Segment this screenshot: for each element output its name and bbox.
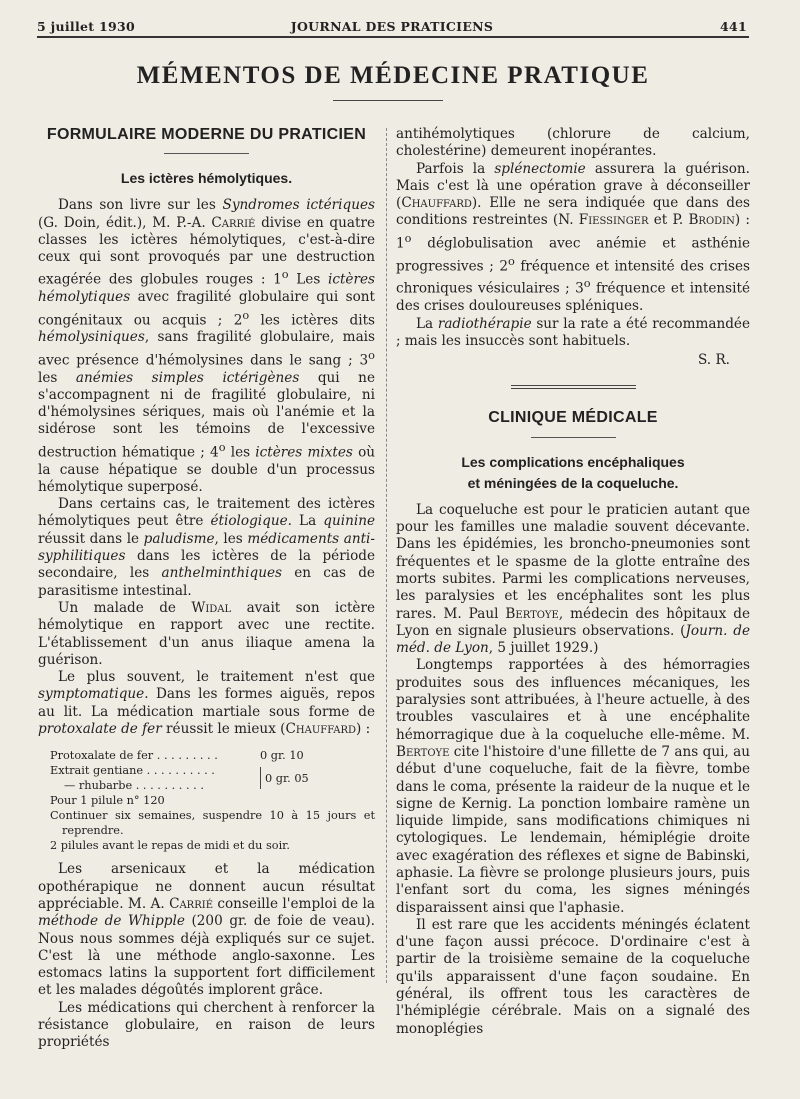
author-signature: S. R. [697,352,730,369]
paragraph: antihémolytiques (chlorure de calcium, cholestérine) demeurent inopérantes. [396,126,750,160]
paragraph: La radiothérapie sur la rate a été recommandée ; mais les insuccès sont habituels. [396,315,750,349]
paragraph: Les médications qui cherchent à renforcer la résistance globulaire, en raison de leurs propriétés [38,999,375,1051]
header-rule [37,36,749,38]
paragraph: Il est rare que les accidents méningés éclatent d'une façon aussi précoce. D'ordinaire c'est à partir de la troisième semaine de la coqueluche qu'ils apparaissent d'une façon soudaine. En général, ils offrent tous les caractères de l'hémiplégie cérébrale. Mais on a signalé des monoplégies [396,916,750,1037]
section-heading-clinique: CLINIQUE MÉDICALE [488,409,658,427]
running-header [37,17,747,35]
section-rule [164,153,249,154]
section-heading-formulaire: FORMULAIRE MODERNE DU PRATICIEN [46,126,367,143]
title-rule [333,100,443,101]
paragraph: Les arsenicaux et la médication opothérapique ne donnent aucun résultat appréciable. M. A. Carrié conseille l'emploi de la méthode de Whipple (200 gr. de foie de veau). Nous nous sommes déjà expliqués sur ce sujet. C'est là une méthode anglo-saxonne. Les estomacs latins la supportent fort difficilement et les malades dégoûtés implorent grâce. [38,861,376,999]
paragraph: Dans son livre sur les Syndromes ictériques (G. Doin, édit.), M. P.-A. Carrié divise en quatre classes les ictères hémolytiques, c'est-à-dire ceux qui sont provoqués par une destruction exagérée des globules rouges : 1$^o$ Les ictères hémolytiques avec fragilité globulaire qui sont congénitaux ou acquis ; 2$^o$ les ictères dits hémolysiniques, sans fragilité globulaire, mais avec présence d'hémolysines dans le sang ; 3$^o$ les anémies simples ictérigènes qui ne s'accompagnent ni de fragilité globulaire, ni d'hémolysines sériques, mais où l'anémie et la sidérose sont les témoins de l'excessive destruction hématique ; 4$^o$ les ictères mixtes où la cause hépatique se double d'un processus hémolytique superposé. [38,197,376,495]
article-title-coqueluche: Les complications encéphaliques et méningées de la coqueluche. [461,453,685,491]
paragraph: La coqueluche est pour le praticien autant que pour les familles une maladie souvent décevante. Dans les épidémies, les broncho-pneumonies sont fréquentes et le spasme de la glotte entraîne des morts subites. Parmi les complications nerveuses, les paralysies et les encéphalites sont les plus rares. M. Paul Bertoye, médecin des hôpitaux de Lyon en signale plusieurs observations. (Journ. de méd. de Lyon, 5 juillet 1929.) [396,501,751,657]
right-column [396,126,750,1038]
paragraph: Un malade de Widal avait son ictère hémolytique en rapport avec une rectite. L'établissement d'un anus iliaque amena la guérison. [38,599,375,668]
paragraph: Dans certains cas, le traitement des ictères hémolytiques peut être étiologique. La quinine réussit dans le paludisme, les médicaments anti-syphilitiques dans les ictères de la période secondaire, les anthelminthiques en cas de parasitisme intestinal. [38,496,375,599]
section-rule [531,437,616,438]
section-separator [511,385,636,389]
paragraph: Parfois la splénectomie assurera la guérison. Mais c'est là une opération grave à déconseiller (Chauffard). Elle ne sera indiquée que dans des conditions restreintes (N. Fiessinger et P. Brodin) : 1$^o$ déglobulisation avec anémie et asthénie progressives ; 2$^o$ fréquence et intensité des crises chroniques vésiculaires ; 3$^o$ fréquence et intensité des crises douloureuses spléniques. [396,160,751,315]
article-title-icteres: Les ictères hémolytiques. [120,170,293,187]
column-divider [386,128,387,983]
paragraph: Longtemps rapportées à des hémorragies produites sous des influences mécaniques, les paralysies sont attribuées, à l'heure actuelle, à des troubles vasculaires et à une encéphalite hémorragique due à la coqueluche elle-même. M. Bertoye cite l'histoire d'une fillette de 7 ans qui, au début d'une coqueluche, fait de la fièvre, tombe dans le coma, présente la raideur de la nuque et le signe de Kernig. La ponction lombaire ramène un liquide limpide, sans modifications chimiques ni cytologiques. Le lendemain, hémiplégie droite avec exagération des réflexes et signe de Babinski, aphasie. La fièvre se prolonge plusieurs jours, puis l'enfant sort du coma, les signes méningés disparaissent ainsi que l'aphasie. [396,657,750,916]
journal-name: JOURNAL DES PRATICIENS [290,19,494,34]
paragraph: Le plus souvent, le traitement n'est que symptomatique. Dans les formes aiguës, repos au lit. La médication martiale sous forme de protoxalate de fer réussit le mieux (Chauffard) : [38,669,375,738]
left-column [38,126,375,1052]
prescription-formula: Protoxalate de fer . . . . . . . . . 0 gr. 10 Extrait gentiane . . . . . . . . . . — rhubarbe . . . . . . . . . . 0 gr. 05 Pour 1 pilule n° 120 Continuer six semaines, suspendre 10 à 15 jours et reprendre. 2 pilules avant le repas de midi et du soir. [50,749,375,853]
issue-date: 5 juillet 1930 [37,19,135,34]
page-number: 441 [720,19,747,34]
page-title: MÉMENTOS DE MÉDECINE PRATIQUE [136,62,650,89]
